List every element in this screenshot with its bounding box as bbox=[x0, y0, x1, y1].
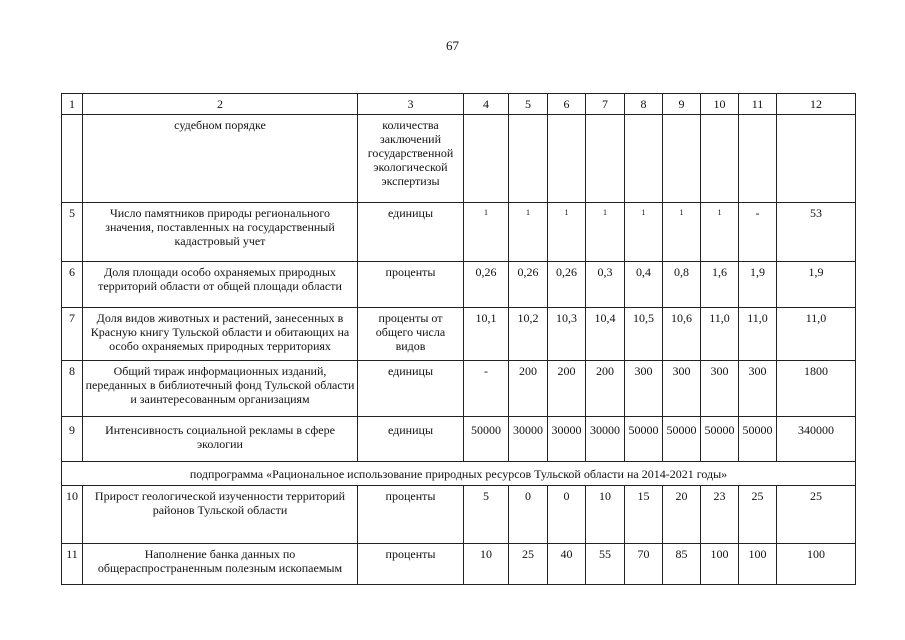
value-cell: 10,1 bbox=[464, 308, 509, 361]
page-number: 67 bbox=[446, 38, 459, 53]
value-cell: 1 bbox=[509, 203, 548, 262]
value-cell: 50000 bbox=[663, 417, 701, 462]
value-cell: 1 bbox=[663, 203, 701, 262]
value-cell: 300 bbox=[739, 361, 777, 417]
value-cell: 11,0 bbox=[739, 308, 777, 361]
value-cell: 100 bbox=[739, 544, 777, 585]
value-cell: 1 bbox=[586, 203, 625, 262]
value-cell: 1800 bbox=[777, 361, 856, 417]
value-cell: 10 bbox=[464, 544, 509, 585]
row-number bbox=[62, 115, 83, 203]
value-cell: 5 bbox=[464, 486, 509, 544]
value-cell: 10,5 bbox=[625, 308, 663, 361]
value-cell: 1,9 bbox=[739, 262, 777, 308]
value-cell: 1 bbox=[701, 203, 739, 262]
value-cell bbox=[509, 115, 548, 203]
header-cell: 6 bbox=[548, 94, 586, 115]
value-cell: 0,26 bbox=[509, 262, 548, 308]
header-cell: 4 bbox=[464, 94, 509, 115]
value-cell: 0,8 bbox=[663, 262, 701, 308]
value-cell: 40 bbox=[548, 544, 586, 585]
value-cell: 25 bbox=[739, 486, 777, 544]
indicator-name: Доля видов животных и растений, занесенных в Красную книгу Тульской области и обитающих на особо охраняемых природных территориях bbox=[83, 308, 358, 361]
value-cell bbox=[701, 115, 739, 203]
value-cell bbox=[663, 115, 701, 203]
value-cell: 55 bbox=[586, 544, 625, 585]
value-cell: 1 bbox=[464, 203, 509, 262]
row-number: 6 bbox=[62, 262, 83, 308]
value-cell: - bbox=[739, 203, 777, 262]
value-cell: 300 bbox=[701, 361, 739, 417]
value-cell: 0 bbox=[548, 486, 586, 544]
value-cell: 10,6 bbox=[663, 308, 701, 361]
value-cell: 50000 bbox=[464, 417, 509, 462]
row-number: 7 bbox=[62, 308, 83, 361]
unit-cell: единицы bbox=[358, 203, 464, 262]
value-cell: 300 bbox=[625, 361, 663, 417]
unit-cell: единицы bbox=[358, 361, 464, 417]
value-cell: 50000 bbox=[625, 417, 663, 462]
value-cell: 11,0 bbox=[777, 308, 856, 361]
value-cell: 30000 bbox=[509, 417, 548, 462]
header-cell: 10 bbox=[701, 94, 739, 115]
value-cell: 0,4 bbox=[625, 262, 663, 308]
value-cell: 53 bbox=[777, 203, 856, 262]
table-row bbox=[62, 115, 856, 203]
table-row bbox=[62, 203, 856, 262]
value-cell: 10 bbox=[586, 486, 625, 544]
unit-cell: единицы bbox=[358, 417, 464, 462]
row-number: 10 bbox=[62, 486, 83, 544]
value-cell: 1 bbox=[548, 203, 586, 262]
value-cell: 10,3 bbox=[548, 308, 586, 361]
value-cell bbox=[548, 115, 586, 203]
value-cell: 11,0 bbox=[701, 308, 739, 361]
value-cell: 200 bbox=[548, 361, 586, 417]
table-row bbox=[62, 544, 856, 585]
value-cell: 25 bbox=[777, 486, 856, 544]
value-cell: 70 bbox=[625, 544, 663, 585]
value-cell: 0,26 bbox=[464, 262, 509, 308]
unit-cell: проценты bbox=[358, 544, 464, 585]
value-cell: 25 bbox=[509, 544, 548, 585]
header-cell: 5 bbox=[509, 94, 548, 115]
header-cell: 12 bbox=[777, 94, 856, 115]
value-cell bbox=[464, 115, 509, 203]
indicator-name: Общий тираж информационных изданий, переданных в библиотечный фонд Тульской области и заинтересованным организациям bbox=[83, 361, 358, 417]
subprogram-title: подпрограмма «Рациональное использование природных ресурсов Тульской области на 2014-2021 годы» bbox=[62, 462, 856, 486]
subprogram-row bbox=[62, 462, 856, 486]
indicator-name: Интенсивность социальной рекламы в сфере экологии bbox=[83, 417, 358, 462]
indicator-name: Доля площади особо охраняемых природных территорий области от общей площади области bbox=[83, 262, 358, 308]
value-cell: 0 bbox=[509, 486, 548, 544]
value-cell: 100 bbox=[777, 544, 856, 585]
table-row bbox=[62, 262, 856, 308]
indicator-name: Прирост геологической изученности территорий районов Тульской области bbox=[83, 486, 358, 544]
value-cell: 50000 bbox=[739, 417, 777, 462]
indicator-name: судебном порядке bbox=[83, 115, 358, 203]
value-cell bbox=[625, 115, 663, 203]
row-number: 5 bbox=[62, 203, 83, 262]
header-cell: 11 bbox=[739, 94, 777, 115]
value-cell: 200 bbox=[586, 361, 625, 417]
value-cell: 0,26 bbox=[548, 262, 586, 308]
row-number: 11 bbox=[62, 544, 83, 585]
value-cell: 10,4 bbox=[586, 308, 625, 361]
table-row bbox=[62, 417, 856, 462]
value-cell: 200 bbox=[509, 361, 548, 417]
value-cell: 15 bbox=[625, 486, 663, 544]
value-cell: 30000 bbox=[586, 417, 625, 462]
value-cell bbox=[739, 115, 777, 203]
value-cell: 30000 bbox=[548, 417, 586, 462]
value-cell: 85 bbox=[663, 544, 701, 585]
unit-cell: проценты от общего числа видов bbox=[358, 308, 464, 361]
header-row bbox=[62, 94, 856, 115]
table-row bbox=[62, 361, 856, 417]
header-cell: 8 bbox=[625, 94, 663, 115]
value-cell: 10,2 bbox=[509, 308, 548, 361]
unit-cell: проценты bbox=[358, 262, 464, 308]
header-cell: 2 bbox=[83, 94, 358, 115]
header-cell: 9 bbox=[663, 94, 701, 115]
value-cell: 1,6 bbox=[701, 262, 739, 308]
value-cell: 340000 bbox=[777, 417, 856, 462]
value-cell: 20 bbox=[663, 486, 701, 544]
value-cell bbox=[777, 115, 856, 203]
value-cell: 100 bbox=[701, 544, 739, 585]
row-number: 9 bbox=[62, 417, 83, 462]
header-cell: 3 bbox=[358, 94, 464, 115]
value-cell: 1,9 bbox=[777, 262, 856, 308]
value-cell: 0,3 bbox=[586, 262, 625, 308]
indicator-name: Наполнение банка данных по общераспространенным полезным ископаемым bbox=[83, 544, 358, 585]
row-number: 8 bbox=[62, 361, 83, 417]
value-cell: 1 bbox=[625, 203, 663, 262]
value-cell: 50000 bbox=[701, 417, 739, 462]
unit-cell: количества заключений государственной экологической экспертизы bbox=[358, 115, 464, 203]
value-cell: 23 bbox=[701, 486, 739, 544]
unit-cell: проценты bbox=[358, 486, 464, 544]
value-cell: 300 bbox=[663, 361, 701, 417]
table-row bbox=[62, 308, 856, 361]
value-cell: - bbox=[464, 361, 509, 417]
indicator-name: Число памятников природы регионального значения, поставленных на государственный кадастровый учет bbox=[83, 203, 358, 262]
table-row bbox=[62, 486, 856, 544]
header-cell: 7 bbox=[586, 94, 625, 115]
value-cell bbox=[586, 115, 625, 203]
header-cell: 1 bbox=[62, 94, 83, 115]
indicators-table bbox=[61, 93, 856, 585]
